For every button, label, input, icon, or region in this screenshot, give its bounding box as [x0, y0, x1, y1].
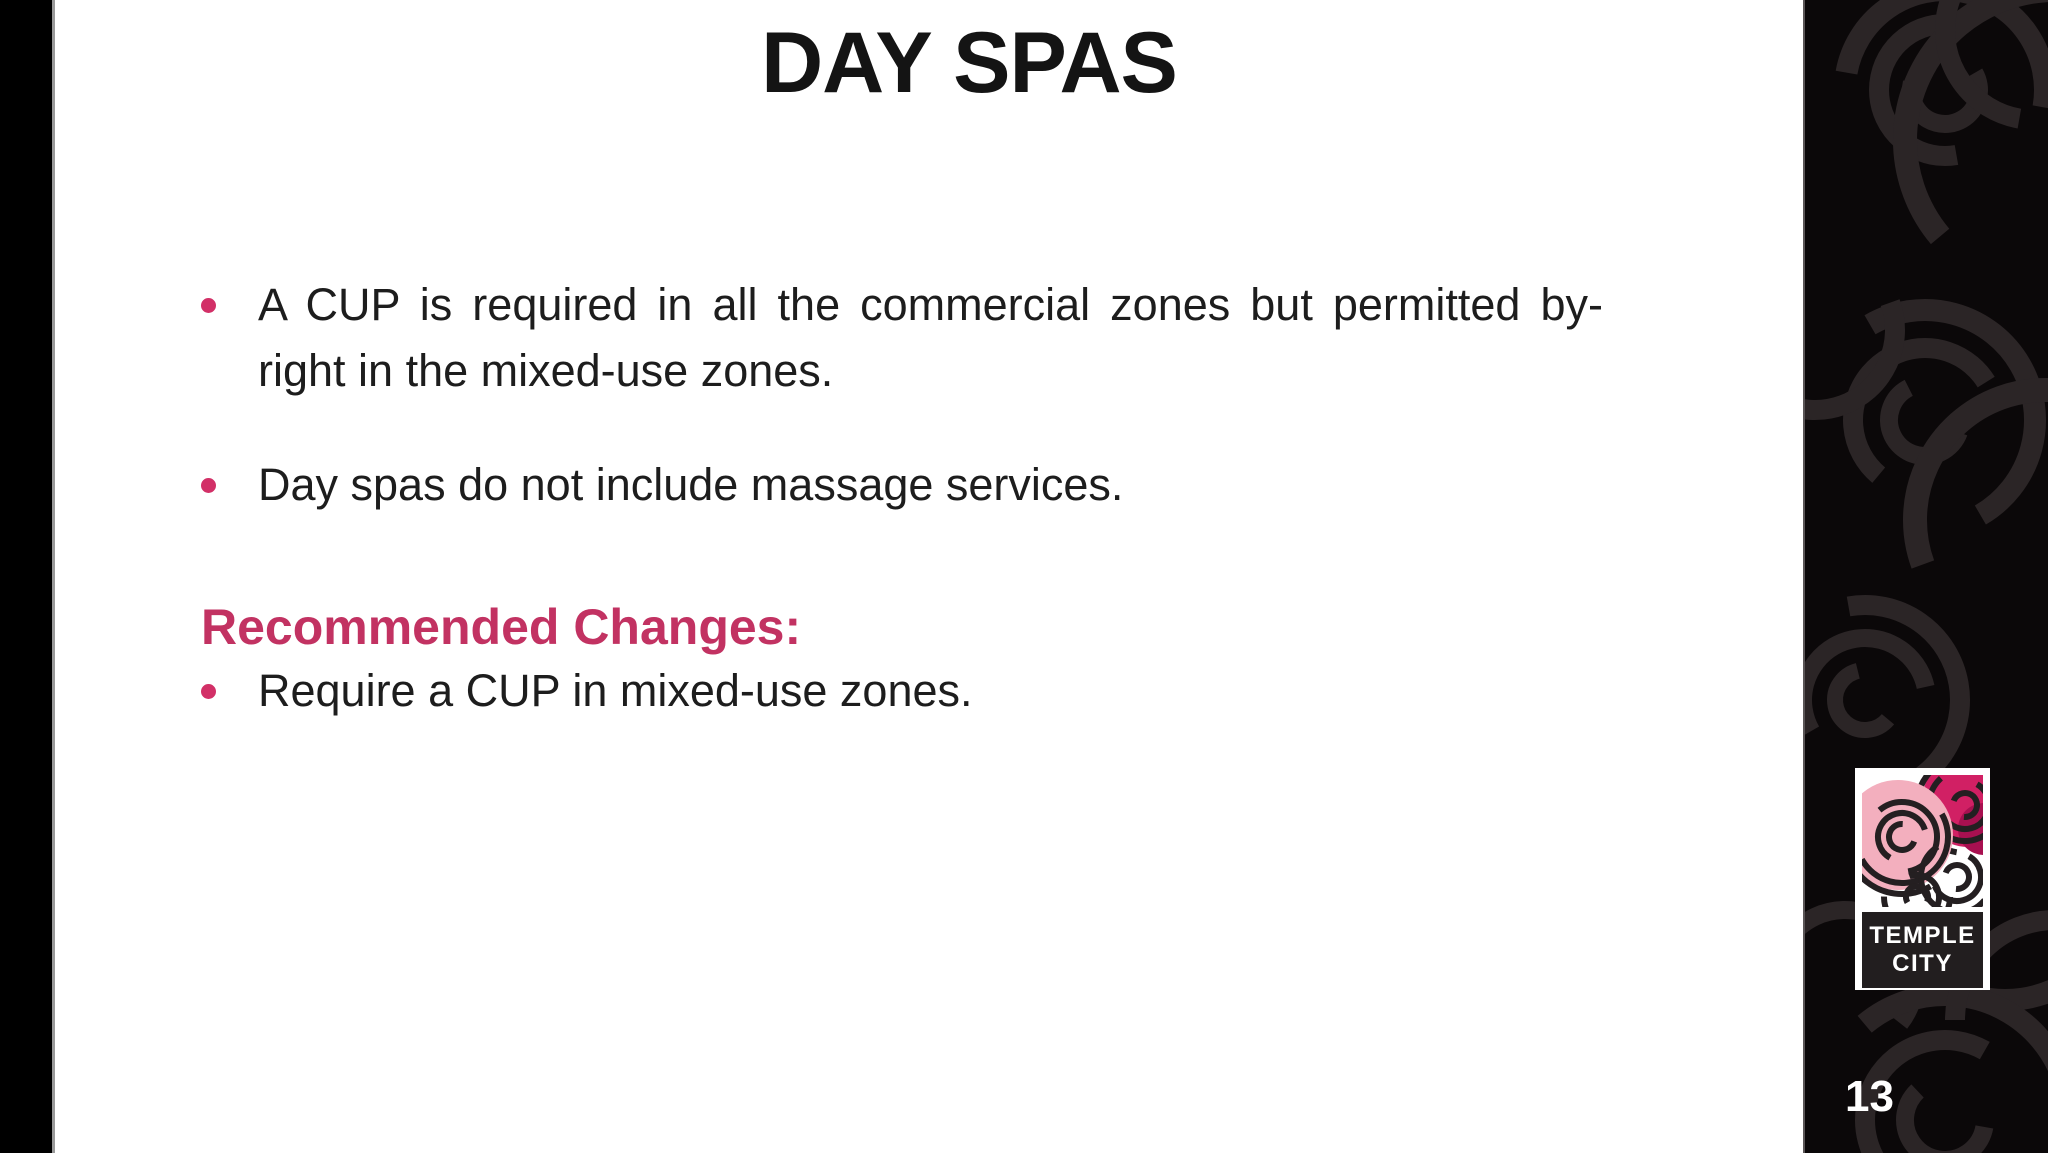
slide-title: DAY SPAS — [761, 15, 1177, 111]
letterbox-left — [0, 0, 52, 1153]
temple-city-logo-text — [1862, 912, 1983, 988]
temple-city-logo — [1855, 768, 1990, 990]
bullet-day-spas: Day spas do not include massage services. — [201, 452, 1701, 518]
bullet-require-cup: Require a CUP in mixed-use zones. — [201, 658, 1701, 724]
recommended-changes-heading: Recommended Changes: — [201, 599, 802, 655]
logo-line-city: CITY — [1892, 950, 1953, 977]
bullet-cup-required: A CUP is required in all the commercial zones but permitted by-right in the mixed-use zones. — [201, 272, 1603, 404]
slide-body — [52, 0, 1803, 1153]
page-number: 13 — [1845, 1072, 1894, 1121]
logo-line-temple: TEMPLE — [1869, 922, 1976, 949]
temple-city-roses-icon — [1862, 775, 1983, 907]
